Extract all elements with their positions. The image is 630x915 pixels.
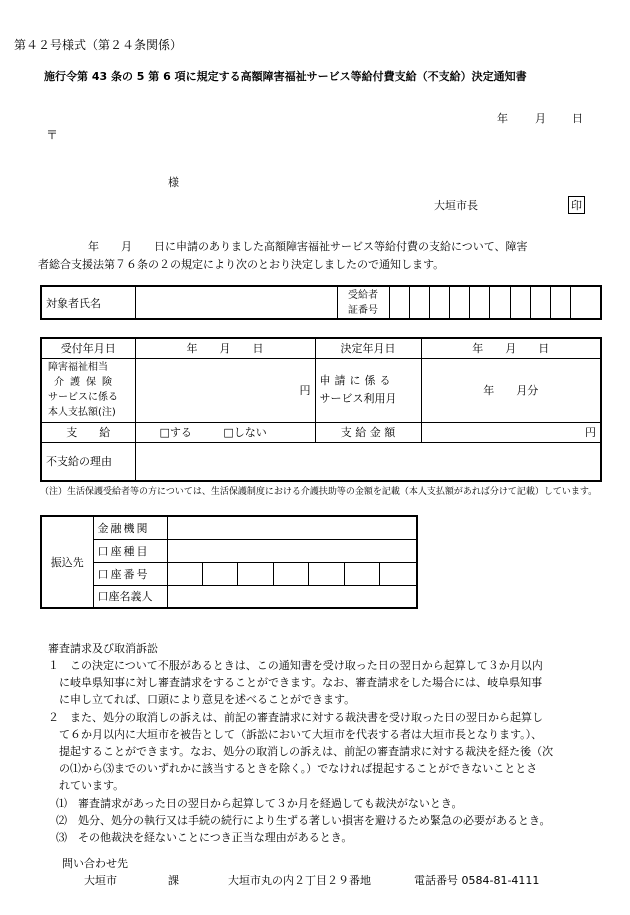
account-holder-label: 口座名義人 [93,585,167,608]
date-year: 年 [497,112,508,125]
contact-phone: 電話番号 0584-81-4111 [414,874,540,887]
subject-name-label: 対象者氏名 [41,286,135,319]
account-digit-cell[interactable] [167,562,202,585]
account-digit-cell[interactable] [238,562,273,585]
contact-heading: 問い合わせ先 [62,857,128,870]
form-number: 第４２号様式（第２４条関係） [14,38,183,52]
amount-value[interactable] [421,422,601,442]
cert-digit-cell[interactable] [409,286,429,319]
issuer-name: 大垣市長 [434,199,478,212]
appeal-sub-3: ⑶ その他裁決を経ないことにつき正当な理由があるとき。 [56,831,353,844]
date-day: 日 [572,112,583,125]
self-pay-label: 障害福祉相当 介護保険 サービスに係る 本人支払額(注) [41,358,135,422]
account-number-label: 口座番号 [93,562,167,585]
service-month-value[interactable]: 年 月分 [421,358,601,422]
payment-yes-checkbox[interactable]: □する [159,426,192,439]
cert-number-label: 受給者 証番号 [337,286,389,319]
bank-name-label: 金融機関 [93,516,167,539]
cert-digit-cell[interactable] [490,286,510,319]
cert-digit-cell[interactable] [389,286,409,319]
non-payment-reason-label: 不支給の理由 [41,442,135,481]
cert-digit-cell[interactable] [429,286,449,319]
account-digit-cell[interactable] [273,562,308,585]
reception-date-value[interactable]: 年 月 日 [135,338,315,358]
account-digit-cell[interactable] [202,562,237,585]
payment-no-checkbox[interactable]: □しない [223,426,267,439]
appeal-sub-1: ⑴ 審査請求があった日の翌日から起算して３か月を経過しても裁決がないとき。 [56,797,463,810]
detail-table [40,337,602,482]
cert-digit-cell[interactable] [551,286,571,319]
non-payment-reason-field[interactable] [135,442,601,481]
account-holder-field[interactable] [167,585,417,608]
account-digit-cell[interactable] [309,562,344,585]
recipient-honorific: 様 [168,176,179,189]
cert-digit-cell[interactable] [571,286,601,319]
account-digit-cell[interactable] [344,562,379,585]
appeal-sub-2: ⑵ 処分、処分の執行又は手続の続行により生ずる著しい損害を避けるため緊急の必要があるとき。 [56,814,551,827]
decision-date-label: 決定年月日 [315,338,421,358]
appeal-item-1: １ この決定について不服があるときは、この通知書を受け取った日の翌日から起算して３か月以内 に岐阜県知事に対し審査請求をすることができます。なお、審査請求をした場合には、岐阜県知事 に申し立てれば、口頭により意見を述べることができます。 [48,659,543,706]
contact-section: 課 [168,874,179,887]
cert-digit-cell[interactable] [510,286,530,319]
cert-digit-cell[interactable] [450,286,470,319]
amount-label: 支 給 金 額 [315,422,421,442]
contact-city: 大垣市 [84,874,117,887]
cert-digit-cell[interactable] [530,286,550,319]
amount-unit: 円 [585,426,596,439]
account-digit-cell[interactable] [380,562,417,585]
postal-mark: 〒 [46,128,59,142]
document-title: 施行令第 43 条の 5 第 6 項に規定する高額障害福祉サービス等給付費支給（不支給）決定通知書 [44,70,527,83]
date-month: 月 [535,112,546,125]
appeal-heading: 審査請求及び取消訴訟 [48,642,158,655]
bank-group-label: 振込先 [41,516,93,608]
bank-name-field[interactable] [167,516,417,539]
yen-unit: 円 [299,384,311,397]
intro-line-2: 者総合支援法第７６条の２の規定により次のとおり決定しましたので通知します。 [38,258,445,271]
subject-name-field[interactable] [135,286,337,319]
account-type-label: 口座種目 [93,539,167,562]
appeal-item-2: ２ また、処分の取消しの訴えは、前記の審査請求に対する裁決書を受け取った日の翌日から起算し て６か月以内に大垣市を被告として（訴訟において大垣市を代表する者は大垣市長となります。）、 提起することができます。なお、処分の取消しの訴えは、前記の審査請求に対する裁決を経た後（次 の⑴から⑶までのいずれかに該当するときを除く。）でなければ提起することができないこととさ れています。 [48,711,554,792]
reception-date-label: 受付年月日 [41,338,135,358]
payment-label: 支 給 [41,422,135,442]
payment-choice [135,422,315,442]
footnote: （注）生活保護受給者等の方については、生活保護制度における介護扶助等の金額を記載（本人支払額があれば分けて記載）しています。 [40,487,598,497]
subject-table [40,285,602,320]
seal-mark: 印 [568,196,585,214]
decision-date-value[interactable]: 年 月 日 [421,338,601,358]
bank-table [40,515,418,609]
account-type-field[interactable] [167,539,417,562]
service-month-label: 申請に係る サービス利用月 [315,358,421,422]
contact-address: 大垣市丸の内２丁目２９番地 [228,874,371,887]
self-pay-amount[interactable] [135,358,315,422]
intro-line-1: 年 月 日に申請のありました高額障害福祉サービス等給付費の支給について、障害 [88,240,528,253]
cert-digit-cell[interactable] [470,286,490,319]
